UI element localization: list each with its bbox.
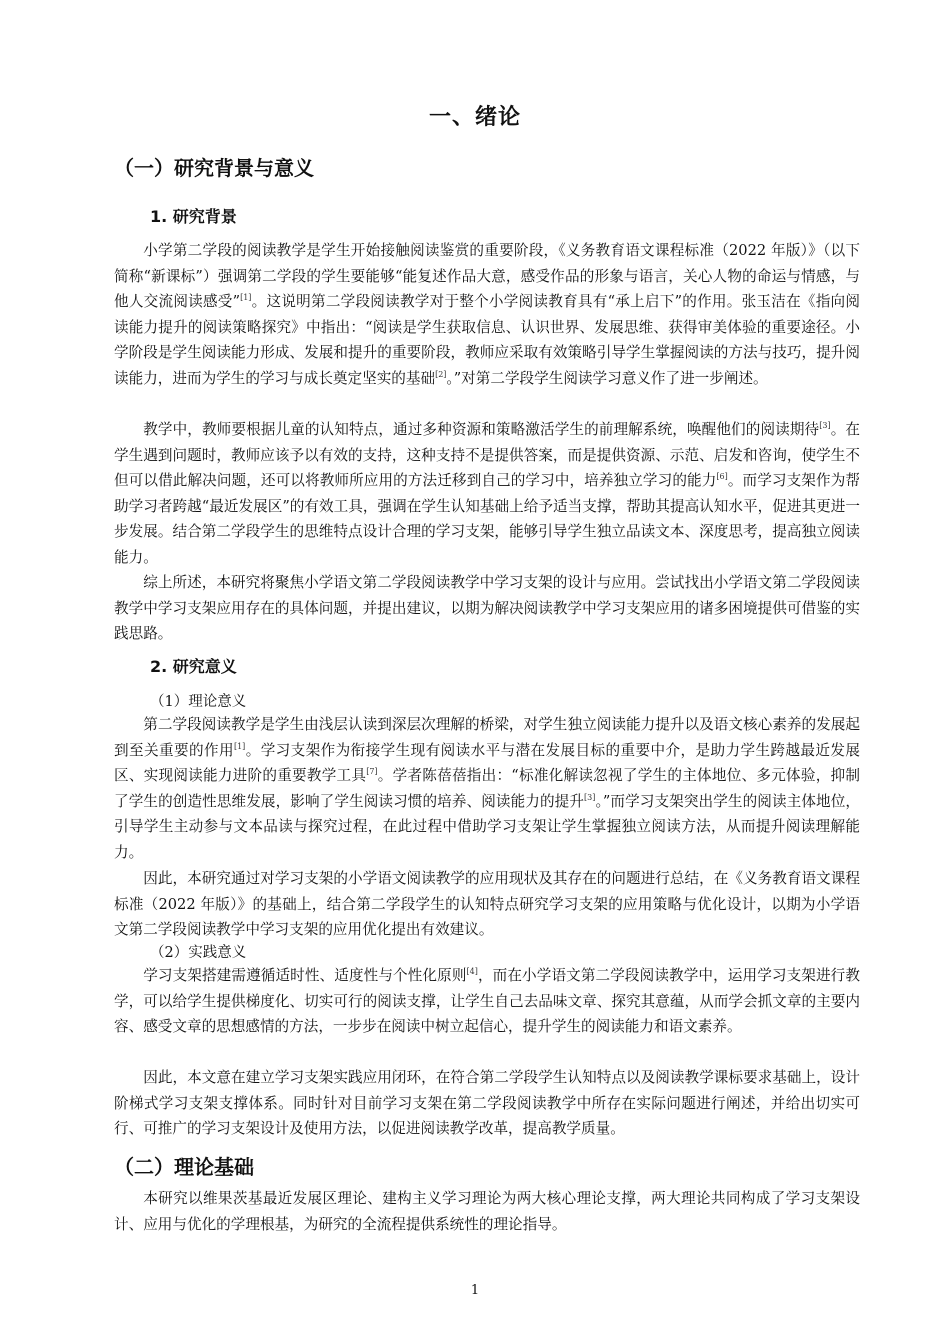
citation: [7] xyxy=(366,767,378,777)
paragraph-theoretical-basis-1: 本研究以维果茨基最近发展区理论、建构主义学习理论为两大核心理论支撑，两大理论共同构成了学习支架设计、应用与优化的学理根基，为研究的全流程提供系统性的理论指导。 xyxy=(114,1190,860,1233)
citation: [1] xyxy=(240,293,252,303)
citation: [4] xyxy=(466,967,478,976)
page-number: 1 xyxy=(470,1283,480,1298)
subsection-heading-research-significance: 2. 研究意义 xyxy=(150,657,237,676)
heading-theoretical-significance: （1）理论意义 xyxy=(150,694,247,710)
paragraph-practice-1: 学习支架搭建需遵循适时性、适度性与个性化原则[4]，而在小学语文第二学段阅读教学中，运用学习支架进行教学，可以给学生提供梯度化、切实可行的阅读支撑，让学生自己去品味文章、探究其意蕴，从而学会抓文章的主要内容、感受文章的思想感情的方法，一步步在阅读中树立起信心，提升学生的阅读能力和语文素养。 xyxy=(114,967,860,1036)
paragraph-practice-2: 因此，本文意在建立学习支架实践应用闭环，在符合第二学段学生认知特点以及阅读教学课标要求基础上，设计阶梯式学习支架支撑体系。同时针对目前学习支架在第二学段阅读教学中所存在实际问题进行阐述，并给出切实可行、可推广的学习支架设计及使用方法，以促进阅读教学改革，提高教学质量。 xyxy=(114,1069,860,1138)
paragraph-theory-1: 第二学段阅读教学是学生由浅层认读到深层次理解的桥梁，对学生独立阅读能力提升以及语文核心素养的发展起到至关重要的作用[1]。学习支架作为衔接学生现有阅读水平与潜在发展目标的重要中介，是助力学生跨越最近发展区、实现阅读能力进阶的重要教学工具[7]。学者陈蓓蓓指出：“标准化解读忽视了学生的主体地位、多元体验，抑制了学生的创造性思维发展，影响了学生阅读习惯的培养、阅读能力的提升[3]。”而学习支架突出学生的阅读主体地位，引导学生主动参与文本品读与探究过程，在此过程中借助学习支架让学生掌握独立阅读方法，从而提升阅读理解能力。 xyxy=(114,716,860,861)
paragraph-theory-2: 因此，本研究通过对学习支架的小学语文阅读教学的应用现状及其存在的问题进行总结，在《义务教育语文课程标准（2022 年版）》的基础上，结合第二学段学生的认知特点研究学习支架的应用策略与优化设计，以期为小学语文第二学段阅读教学中学习支架的应用优化提出有效建议。 xyxy=(114,870,860,939)
paragraph-background-1: 小学第二学段的阅读教学是学生开始接触阅读鉴赏的重要阶段，《义务教育语文课程标准（2022 年版）》（以下简称“新课标”）强调第二学段的学生要能够“能复述作品大意，感受作品的形象与语言，关心人物的命运与情感，与他人交流阅读感受”[1]。这说明第二学段阅读教学对于整个小学阅读教育具有“承上启下”的作用。张玉洁在《指向阅读能力提升的阅读策略探究》中指出：“阅读是学生获取信息、认识世界、发展思维、获得审美体验的重要途径。小学阶段是学生阅读能力形成、发展和提升的重要阶段，教师应采取有效策略引导学生掌握阅读的方法与技巧，提升阅读能力，进而为学生的学习与成长奠定坚实的基础[2]。”对第二学段学生阅读学习意义作了进一步阐述。 xyxy=(114,242,860,387)
heading-practical-significance: （2）实践意义 xyxy=(150,945,247,961)
citation: [3] xyxy=(584,792,596,802)
chapter-title: 一、绪论 xyxy=(428,105,521,130)
paragraph-background-2: 教学中，教师要根据儿童的认知特点，通过多种资源和策略激活学生的前理解系统，唤醒他们的阅读期待[3]。在学生遇到问题时，教师应该予以有效的支持，这种支持不是提供答案，而是提供资源、示范、启发和咨询，使学生不但可以借此解决问题，还可以将教师所应用的方法迁移到自己的学习中，培养独立学习的能力[6]。而学习支架作为帮助学习者跨越“最近发展区”的有效工具，强调在学生认知基础上给予适当支撑，帮助其提高认知水平，促进其更进一步发展。结合第二学段学生的思维特点设计合理的学习支架，能够引导学生独立品读文本、深度思考，提高独立阅读能力。 xyxy=(114,421,860,566)
paragraph-background-3: 综上所述，本研究将聚焦小学语文第二学段阅读教学中学习支架的设计与应用。尝试找出小学语文第二学段阅读教学中学习支架应用存在的具体问题，并提出建议，以期为解决阅读教学中学习支架应用的诸多困境提供可借鉴的实践思路。 xyxy=(114,574,860,643)
citation: [6] xyxy=(716,472,728,482)
subsection-heading-research-background: 1. 研究背景 xyxy=(150,207,237,226)
citation: [3] xyxy=(819,421,831,430)
citation: [2] xyxy=(435,369,447,379)
section-heading-theoretical-basis: （二）理论基础 xyxy=(114,1155,254,1179)
section-heading-background: （一）研究背景与意义 xyxy=(114,156,314,180)
citation: [1] xyxy=(233,741,246,751)
